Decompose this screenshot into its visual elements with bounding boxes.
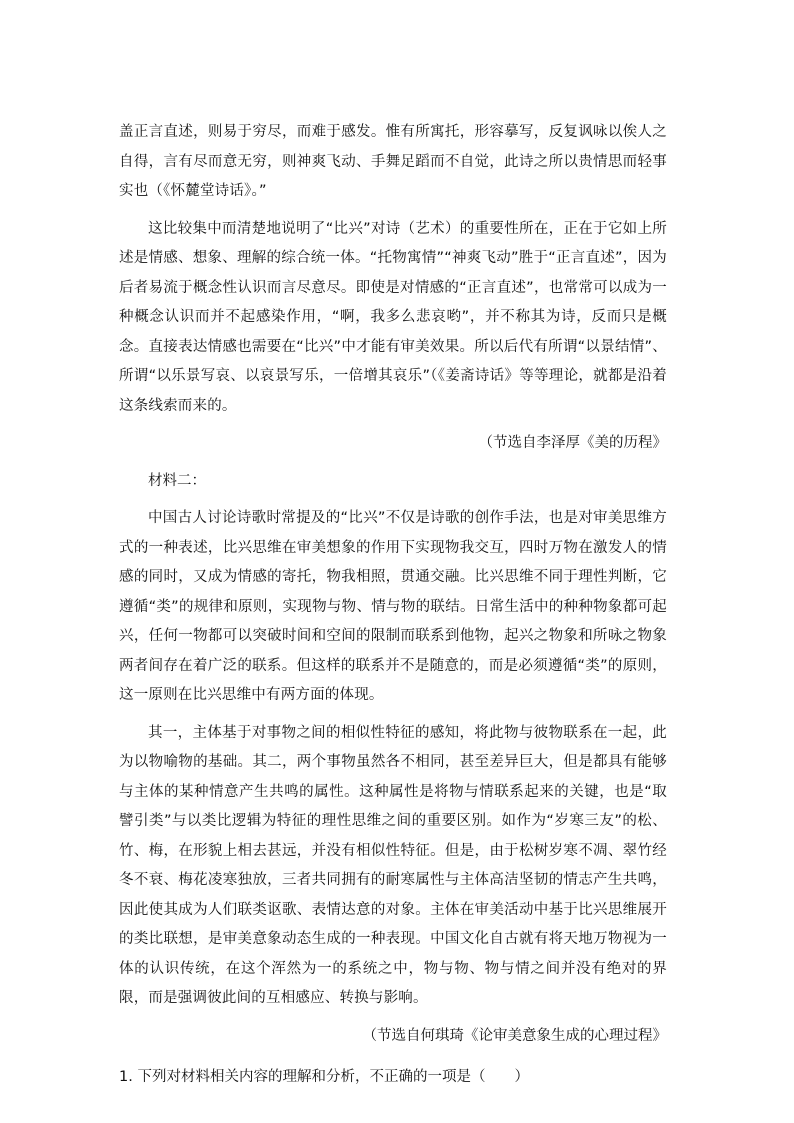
paragraph-analysis: 这比较集中而清楚地说明了“比兴”对诗（艺术）的重要性所在，正在于它如上所述是情感、想象、理解的综合统一体。“托物寓情”“神爽飞动”胜于“正言直述”，因为后者易流于概念性认识而言尽意尽。即使是对情感的“正言直述”，也常常可以成为一种概念认识而并不起感染作用，“啊，我多么悲哀哟”，并不称其为诗，反而只是概念。直接表达情感也需要在“比兴”中才能有审美效果。所以后代有所谓“以景结情”、所谓“以乐景写哀、以哀景写乐，一倍增其哀乐”（《姜斋诗话》等等理论，就都是沿着这条线索而来的。 — [119, 220, 667, 414]
paragraph-quote-end: 盖正言直述，则易于穷尽，而难于感发。惟有所寓托，形容摹写，反复讽咏以俟人之自得，言有尽而意无穷，则神爽飞动、手舞足蹈而不自觉，此诗之所以贵情思而轻事实也（《怀麓堂诗话》。” — [119, 124, 667, 199]
source-citation-2: （节选自何琪琦《论审美意象生成的心理过程》 — [362, 1027, 667, 1044]
question-1: 1. 下列对材料相关内容的理解和分析，不正确的一项是（ ） — [119, 1069, 529, 1085]
paragraph-material-two-2: 其一，主体基于对事物之间的相似性特征的感知，将此物与彼物联系在一起，此为以物喻物的基础。其二，两个事物虽然各不相同，甚至差异巨大，但是都具有能够与主体的某种情意产生共鸣的属性。这种属性是将物与情联系起来的关键，也是“取譬引类”与以类比逻辑为特征的理性思维之间的重要区别。如作为“岁寒三友”的松、竹、梅，在形貌上相去甚远，并没有相似性特征。但是，由于松树岁寒不凋、翠竹经冬不衰、梅花凌寒独放，三者共同拥有的耐寒属性与主体高洁坚韧的情志产生共鸣，因此使其成为人们联类讴歌、表情达意的对象。主体在审美活动中基于比兴思维展开的类比联想，是审美意象动态生成的一种表现。中国文化自古就有将天地万物视为一体的认识传统，在这个浑然为一的系统之中，物与物、物与情之间并没有绝对的界限，而是强调彼此间的互相感应、转换与影响。 — [119, 724, 667, 1006]
source-citation-1: （节选自李泽厚《美的历程》 — [478, 435, 667, 451]
paragraph-material-two-1: 中国古人讨论诗歌时常提及的“比兴”不仅是诗歌的创作手法，也是对审美思维方式的一种表述，比兴思维在审美想象的作用下实现物我交互，四时万物在激发人的情感的同时，又成为情感的寄托，物我相照，贯通交融。比兴思维不同于理性判断，它遵循“类”的规律和原则，实现物与物、情与物的联结。日常生活中的种种物象都可起兴，任何一物都可以突破时间和空间的限制而联系到他物，起兴之物象和所咏之物象两者间存在着广泛的联系。但这样的联系并不是随意的，而是必须遵循“类”的原则，这一原则在比兴思维中有两方面的体现。 — [119, 510, 667, 703]
material-two-heading: 材料二： — [148, 472, 206, 489]
document-page — [119, 118, 667, 1093]
